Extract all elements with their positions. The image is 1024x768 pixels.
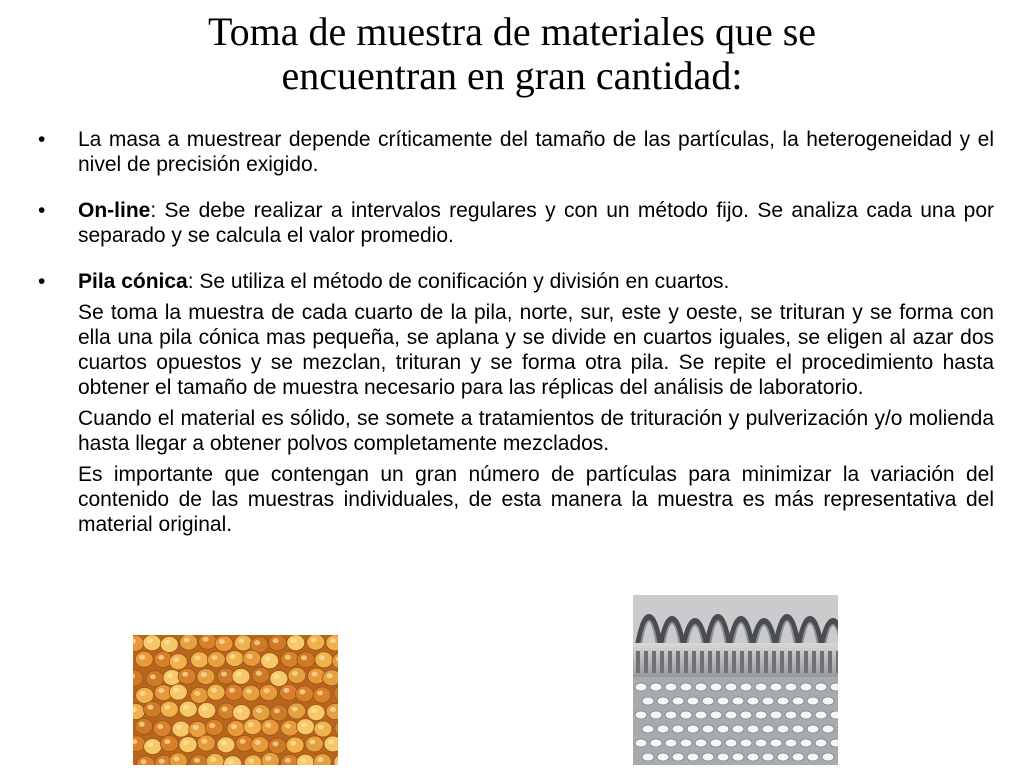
bullet-term: On-line: [78, 199, 151, 222]
bullet-symbol: •: [38, 270, 46, 293]
paragraph-particle-number: Es importante que contengan un gran número de partículas para minimizar la variación del contenido de las muestras individuales, de esta manera la muestra es más representativa del material original.: [78, 463, 994, 536]
slide-title: [60, 10, 964, 98]
slide-title-line-1: Toma de muestra de materiales que se: [207, 9, 817, 54]
tablet-machine-photo: [633, 595, 838, 765]
bullet-text: : Se utiliza el método de conificación y división en cuartos.: [187, 270, 730, 293]
corn-kernels-photo: [133, 635, 338, 765]
bullet-text: : Se debe realizar a intervalos regulares y con un método fijo. Se analiza cada una por separado y se calcula el valor promedio.: [78, 199, 994, 247]
bullet-item-on-line: [38, 198, 994, 248]
bullet-item-sample-mass: [38, 127, 994, 177]
bullet-symbol: •: [38, 128, 46, 151]
slide-title-line-2: encuentran en gran cantidad:: [281, 53, 743, 98]
paragraph-solid-material: Cuando el material es sólido, se somete a tratamientos de trituración y pulverización y/o molienda hasta llegar a obtener polvos completamente mezclados.: [78, 407, 994, 455]
bullet-term: Pila cónica: [78, 270, 188, 293]
bullet-item-pila-conica: [38, 269, 994, 294]
paragraph-quartering-procedure: Se toma la muestra de cada cuarto de la pila, norte, sur, este y oeste, se trituran y se forma con ella una pila cónica mas pequeña, se aplana y se divide en cuartos iguales, se eligen al azar dos cuartos opuestos y se mezclan, trituran y se forma otra pila. Se repite el procedimiento hasta obtener el tamaño de muestra necesario para las réplicas del análisis de laboratorio.: [78, 301, 994, 399]
bullet-text: La masa a muestrear depende críticamente del tamaño de las partículas, la heterogeneidad y el nivel de precisión exigido.: [78, 128, 994, 176]
bullet-symbol: •: [38, 199, 46, 222]
slide-content: [38, 127, 994, 537]
